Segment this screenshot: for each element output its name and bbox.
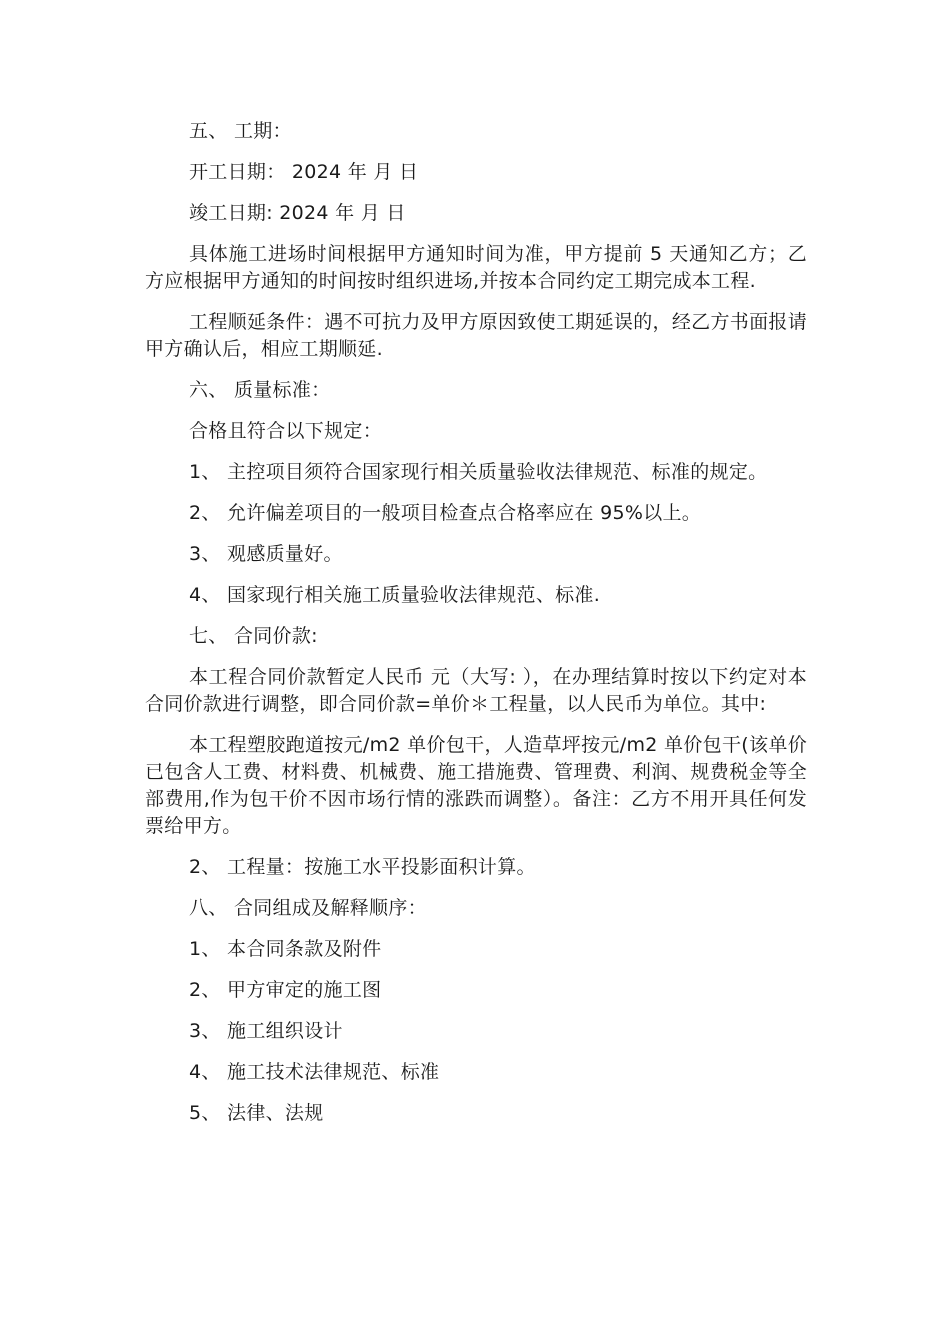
section-heading-quality: 六、 质量标准：	[189, 379, 331, 401]
composition-item-3: 3、 施工组织设计	[189, 1020, 343, 1042]
composition-item-2: 2、 甲方审定的施工图	[189, 979, 382, 1001]
quality-item-4: 4、 国家现行相关施工质量验收法律规范、标准.	[189, 584, 601, 606]
unit-price-paragraph: 本工程塑胶跑道按元/m2 单价包干，人造草坪按元/m2 单价包干(该单价已包含人工费、材料费、机械费、施工措施费、管理费、利润、规费税金等全部费用,作为包干价不因市场行情的涨跌而调整）。备注：乙方不用开具任何发票给甲方。	[145, 734, 807, 837]
completion-date-line: 竣工日期: 2024 年 月 日	[189, 202, 406, 224]
quality-item-2: 2、 允许偏差项目的一般项目检查点合格率应在 95%以上。	[189, 502, 702, 524]
composition-item-4: 4、 施工技术法律规范、标准	[189, 1061, 440, 1083]
quality-item-3: 3、 观感质量好。	[189, 543, 343, 565]
document-body	[145, 118, 807, 1141]
quality-item-1: 1、 主控项目须符合国家现行相关质量验收法律规范、标准的规定。	[189, 461, 768, 483]
quality-intro-line: 合格且符合以下规定：	[189, 420, 383, 442]
section-heading-price: 七、 合同价款:	[189, 625, 318, 647]
extension-conditions-paragraph: 工程顺延条件：遇不可抗力及甲方原因致使工期延误的，经乙方书面报请甲方确认后，相应工期顺延.	[145, 311, 807, 360]
section-heading-composition: 八、 合同组成及解释顺序：	[189, 897, 427, 919]
start-date-line: 开工日期： 2024 年 月 日	[189, 161, 419, 183]
quantity-item-2: 2、 工程量：按施工水平投影面积计算。	[189, 856, 536, 878]
composition-item-1: 1、 本合同条款及附件	[189, 938, 382, 960]
composition-item-5: 5、 法律、法规	[189, 1102, 324, 1124]
schedule-notice-paragraph: 具体施工进场时间根据甲方通知时间为准，甲方提前 5 天通知乙方；乙方应根据甲方通知的时间按时组织进场,并按本合同约定工期完成本工程.	[145, 243, 807, 292]
section-heading-schedule: 五、 工期：	[189, 120, 292, 142]
price-paragraph: 本工程合同价款暂定人民币 元（大写: ），在办理结算时按以下约定对本合同价款进行调整，即合同价款=单价＊工程量，以人民币为单位。其中:	[145, 666, 807, 715]
